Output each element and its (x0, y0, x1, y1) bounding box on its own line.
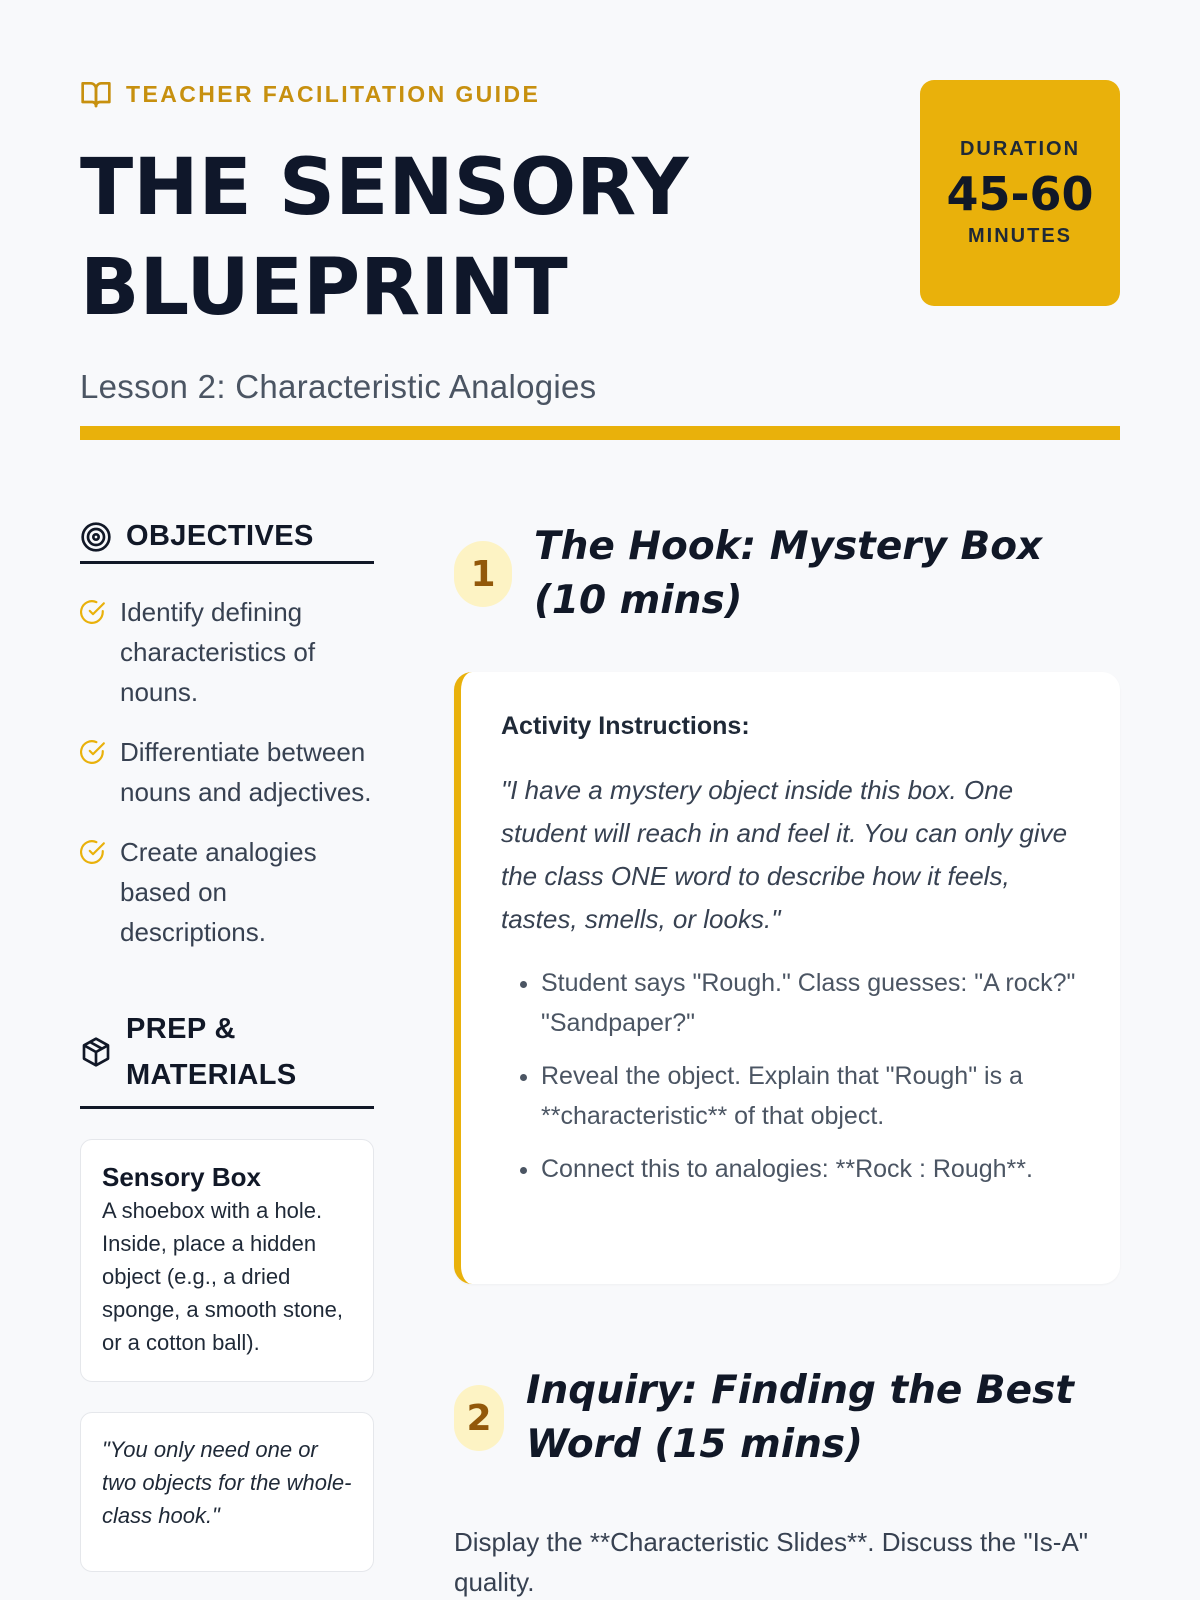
activity-card (454, 672, 1120, 1284)
step-title: Inquiry: Finding the Best Word (15 mins) (526, 1368, 1074, 1467)
page-title: THE SENSORY BLUEPRINT (80, 143, 689, 333)
step-header (454, 520, 1120, 628)
box-icon (80, 1036, 112, 1068)
step-body: Display the **Characteristic Slides**. Discuss the "Is-A" quality. (454, 1527, 1089, 1597)
step-title: The Hook: Mystery Box (10 mins) (534, 524, 1043, 623)
step-number-badge: 2 (454, 1385, 504, 1451)
prep-tip-text: "You only need one or two objects for the whole-class hook." (102, 1437, 352, 1528)
duration-unit: MINUTES (968, 225, 1072, 247)
materials-heading-label: PREP & MATERIALS (126, 1013, 297, 1091)
step-number-badge: 1 (454, 541, 512, 607)
objective-item (80, 732, 374, 812)
target-icon (80, 521, 112, 553)
step-2 (454, 1364, 1120, 1600)
eyebrow-label: TEACHER FACILITATION GUIDE (126, 80, 541, 107)
objective-text: Differentiate between nouns and adjectives. (120, 737, 372, 807)
teacher-script: "I have a mystery object inside this box. One student will reach in and feel it. You can only give the class ONE word to describe how it feels, tastes, smells, or looks." (501, 775, 1068, 934)
activity-heading: Activity Instructions: (501, 712, 750, 740)
open-book-icon (80, 78, 112, 110)
step-header (454, 1364, 1120, 1472)
duration-label: DURATION (959, 138, 1081, 160)
duration-badge (920, 80, 1120, 306)
activity-steps (501, 963, 1078, 1189)
objective-text: Create analogies based on descriptions. (120, 837, 317, 947)
main-content (454, 520, 1120, 1600)
objectives-heading (80, 520, 374, 564)
objectives-heading-label: OBJECTIVES (126, 520, 314, 552)
page-header (80, 78, 1120, 405)
check-circle-icon (80, 839, 106, 865)
duration-value: 45-60 (946, 167, 1094, 221)
material-description: A shoebox with a hole. Inside, place a hidden object (e.g., a dried sponge, a smooth stone, or a cotton ball). (102, 1198, 343, 1355)
activity-step: • Student says "Rough." Class guesses: "A rock?" "Sandpaper?" (541, 963, 1078, 1043)
check-circle-icon (80, 739, 106, 765)
sidebar (80, 520, 374, 1572)
step-1 (454, 520, 1120, 1284)
check-circle-icon (80, 599, 106, 625)
materials-heading (80, 1006, 374, 1109)
header-divider (80, 426, 1120, 440)
objective-item (80, 832, 374, 952)
activity-step: • Reveal the object. Explain that "Rough" is a **characteristic** of that object. (541, 1056, 1078, 1136)
material-card (80, 1139, 374, 1382)
prep-tip-card (80, 1412, 374, 1572)
page-subtitle: Lesson 2: Characteristic Analogies (80, 368, 597, 405)
objective-item (80, 592, 374, 712)
objectives-list (80, 592, 374, 952)
objective-text: Identify defining characteristics of nouns. (120, 597, 316, 707)
material-name: Sensory Box (102, 1162, 261, 1192)
activity-step: • Connect this to analogies: **Rock : Rough**. (541, 1149, 1078, 1189)
